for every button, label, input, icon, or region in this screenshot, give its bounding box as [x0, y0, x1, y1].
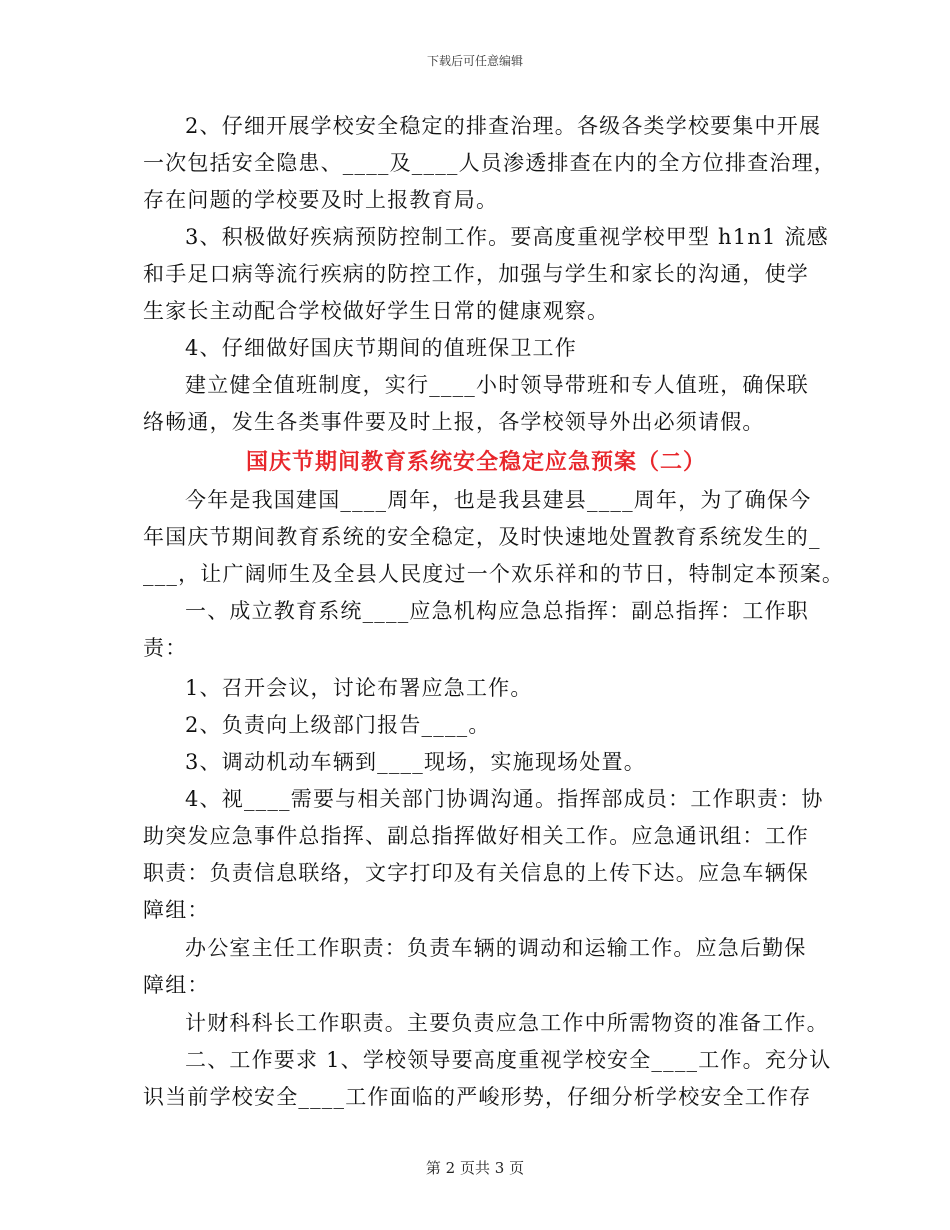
paragraph-line: 生家长主动配合学校做好学生日常的健康观察。 — [143, 299, 610, 323]
paragraph-line: 年国庆节期间教育系统的安全稳定，及时快速地处置教育系统发生的_ — [143, 525, 821, 549]
paragraph-line: 2、仔细开展学校安全稳定的排查治理。各级各类学校要集中开展 — [185, 114, 822, 138]
paragraph-line: 职责：负责信息联络，文字打印及有关信息的上传下达。应急车辆保 — [143, 861, 809, 885]
paragraph-line: 建立健全值班制度，实行____小时领导带班和专人值班，确保联 — [185, 373, 809, 397]
paragraph-line: ___，让广阔师生及全县人民度过一个欢乐祥和的节日，特制定本预案。 — [143, 562, 845, 586]
paragraph-line: 计财科科长工作职责。主要负责应急工作中所需物资的准备工作。 — [185, 1011, 829, 1035]
paragraph-line: 今年是我国建国____周年，也是我县建县____周年，为了确保今 — [185, 488, 812, 512]
list-item: 1、召开会议，讨论布署应急工作。 — [185, 676, 533, 700]
paragraph-line: 和手足口病等流行疾病的防控工作，加强与学生和家长的沟通，使学 — [143, 262, 809, 286]
paragraph-line: 存在问题的学校要及时上报教育局。 — [143, 188, 499, 212]
section-title: 国庆节期间教育系统安全稳定应急预案（二） — [245, 449, 706, 475]
paragraph-line: 3、积极做好疾病预防控制工作。要高度重视学校甲型 h1n1 流感 — [185, 225, 829, 249]
paragraph-line: 障组： — [143, 973, 210, 997]
page-header: 下载后可任意编辑 — [426, 54, 523, 68]
paragraph-line: 识当前学校安全____工作面临的严峻形势，仔细分析学校安全工作存 — [143, 1085, 812, 1109]
paragraph-line: 络畅通，发生各类事件要及时上报，各学校领导外出必须请假。 — [143, 410, 765, 434]
page-footer: 第 2 页共 3 页 — [425, 1159, 525, 1177]
paragraph-line: 障组： — [143, 898, 210, 922]
list-item: 3、调动机动车辆到____现场，实施现场处置。 — [185, 750, 646, 774]
paragraph-line: 办公室主任工作职责：负责车辆的调动和运输工作。应急后勤保 — [185, 936, 807, 960]
paragraph-line: 4、视____需要与相关部门协调沟通。指挥部成员：工作职责：协 — [185, 787, 824, 811]
paragraph-line: 助突发应急事件总指挥、副总指挥做好相关工作。应急通讯组：工作 — [143, 824, 809, 848]
paragraph-heading: 4、仔细做好国庆节期间的值班保卫工作 — [185, 336, 577, 360]
paragraph-line: 二、工作要求 1、学校领导要高度重视学校安全____工作。充分认 — [185, 1048, 832, 1072]
list-item: 2、负责向上级部门报告____。 — [185, 713, 491, 737]
paragraph-line: 一次包括安全隐患、____及____人员渗透排查在内的全方位排查治理， — [143, 151, 836, 175]
paragraph-line: 一、成立教育系统____应急机构应急总指挥：副总指挥：工作职 — [185, 599, 809, 623]
paragraph-line: 责： — [143, 636, 188, 660]
